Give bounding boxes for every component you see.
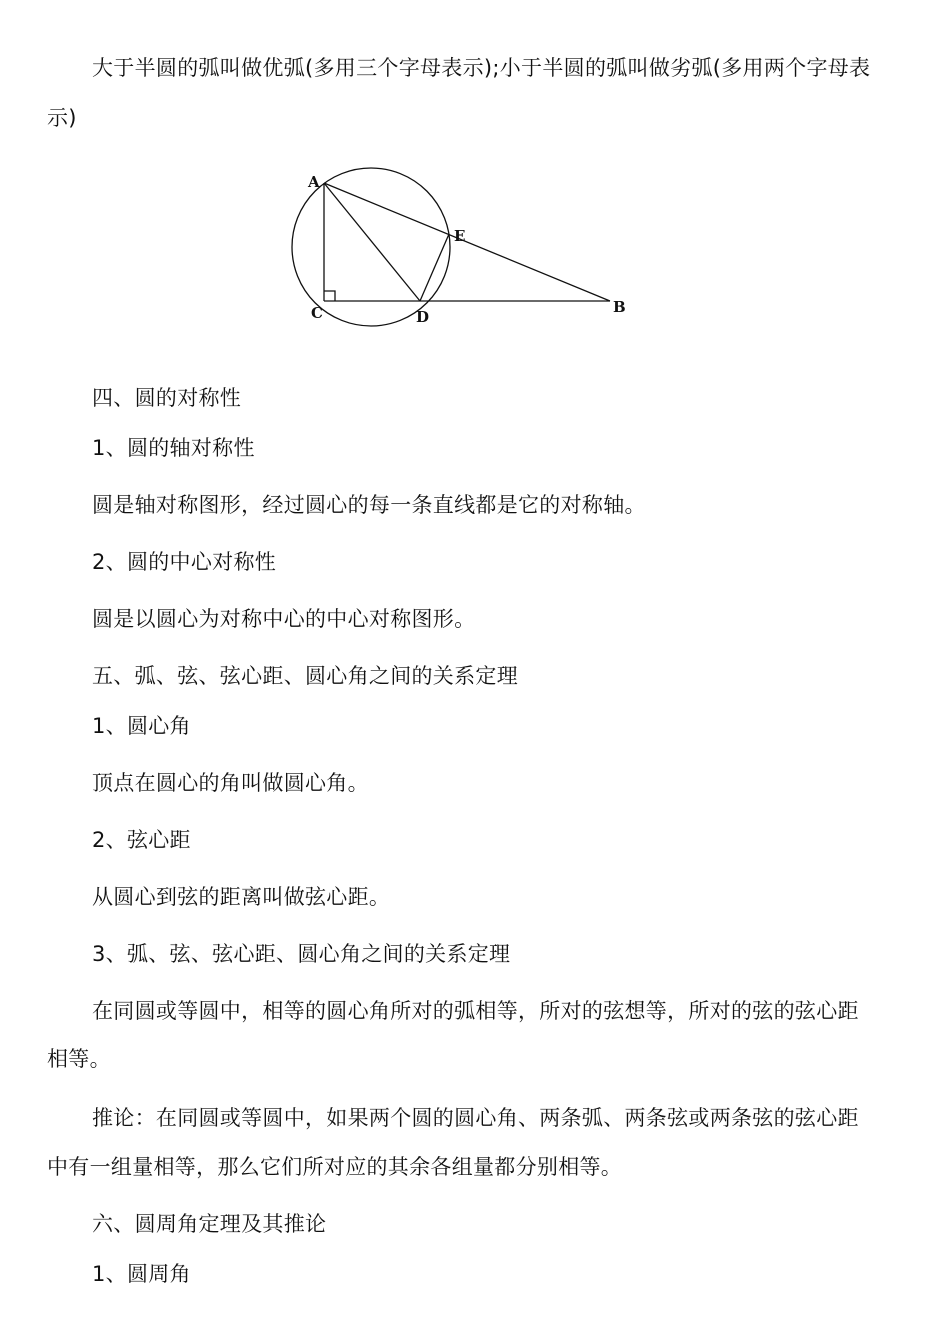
section-4-2-heading: 2、圆的中心对称性 [92, 550, 277, 574]
label-b: B [613, 298, 626, 316]
label-e: E [454, 227, 466, 245]
label-c: C [311, 304, 323, 322]
section-5-1-text: 顶点在圆心的角叫做圆心角。 [92, 771, 369, 795]
section-6-1-heading: 1、圆周角 [92, 1262, 191, 1286]
section-5-1-heading: 1、圆心角 [92, 714, 191, 738]
circle [292, 168, 450, 326]
corollary-line-1: 推论：在同圆或等圆中，如果两个圆的圆心角、两条弧、两条弦或两条弦的弦心距 [92, 1106, 859, 1130]
arc-definition-line-1: 大于半圆的弧叫做优弧(多用三个字母表示);小于半圆的弧叫做劣弧(多用两个字母表 [92, 56, 871, 80]
section-5-2-heading: 2、弦心距 [92, 828, 191, 852]
section-5-3-text-line-1: 在同圆或等圆中，相等的圆心角所对的弧相等，所对的弦想等，所对的弦的弦心距 [92, 999, 859, 1023]
section-4-heading: 四、圆的对称性 [92, 386, 242, 410]
section-4-1-text: 圆是轴对称图形，经过圆心的每一条直线都是它的对称轴。 [92, 493, 646, 517]
arc-definition-line-2: 示) [47, 106, 77, 130]
section-4-1-heading: 1、圆的轴对称性 [92, 436, 255, 460]
section-5-heading: 五、弧、弦、弦心距、圆心角之间的关系定理 [92, 664, 518, 688]
segment-ab [324, 183, 610, 301]
section-5-3-heading: 3、弧、弦、弦心距、圆心角之间的关系定理 [92, 942, 511, 966]
section-5-3-text-line-2: 相等。 [47, 1047, 111, 1071]
label-d: D [416, 308, 430, 326]
label-a: A [308, 173, 320, 191]
section-5-2-text: 从圆心到弦的距离叫做弦心距。 [92, 885, 391, 909]
geometry-figure [280, 160, 640, 335]
section-6-heading: 六、圆周角定理及其推论 [92, 1212, 327, 1236]
segment-de [420, 234, 449, 301]
corollary-line-2: 中有一组量相等，那么它们所对应的其余各组量都分别相等。 [47, 1155, 623, 1179]
right-angle-mark [324, 291, 335, 301]
section-4-2-text: 圆是以圆心为对称中心的中心对称图形。 [92, 607, 476, 631]
segment-ad [324, 183, 420, 301]
